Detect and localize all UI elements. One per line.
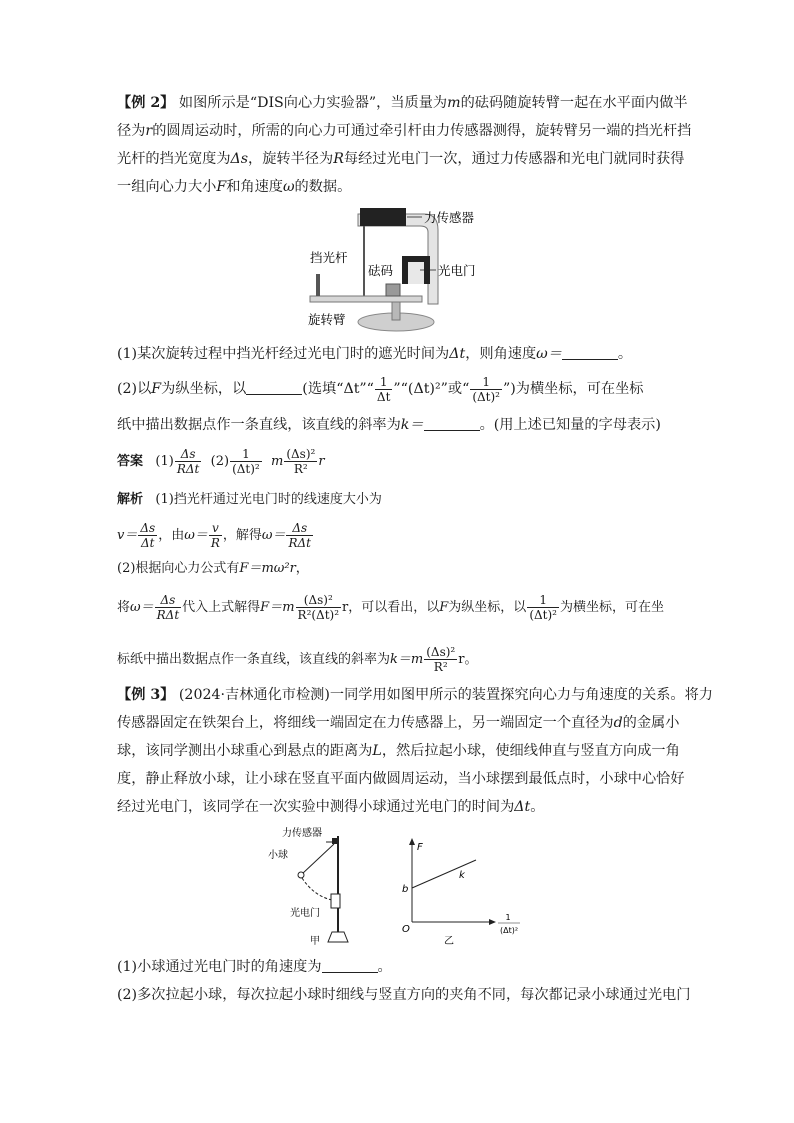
ex2-tag: 【例 2】	[117, 95, 175, 111]
rotating-arm	[310, 296, 422, 302]
ex3-line-5: 经过光电门，该同学在一次实验中测得小球通过光电门的时间为Δt。	[117, 799, 545, 815]
pendulum-ball	[298, 872, 304, 878]
label-force-sensor: 力传感器	[424, 210, 475, 225]
label-weight: 砝码	[368, 263, 394, 278]
ex2-solution-line-2: v＝ $\frac{\Delta s}{\Delta t}$ ，由ω＝ $\frac{v}{R}$ ，解得ω＝ $\frac{\Delta s}{\text{RΔt}}$	[117, 521, 312, 550]
dis-apparatus-figure	[296, 200, 496, 340]
label-force-sensor-jia: 力传感器	[282, 828, 322, 839]
answer-blank-2	[246, 380, 302, 395]
ex2-line-4: 一组向心力大小F和角速度ω的数据。	[117, 179, 352, 195]
fraction-1-over-dt: $\frac{1}{\Delta t}$	[376, 374, 391, 404]
label-arm: 旋转臂	[308, 312, 346, 327]
weight-block	[386, 284, 400, 296]
apparatus-stem	[392, 300, 400, 320]
ex2-question-1: (1)某次旋转过程中挡光杆经过光电门时的遮光时间为Δt，则角速度ω＝ 。	[117, 346, 633, 362]
figure-jia-pendulum	[262, 824, 372, 952]
pendulum-string	[302, 844, 334, 874]
ex2-question-2-line-1: (2)以F为纵坐标，以 (选填“Δt”“ $\frac{1}{\Delta t}$ ”“(Δt)²”或“ $\frac{1}{\text{(Δt)²}}$ ”)为横坐标，可在坐标	[117, 374, 644, 404]
y-axis-label: F	[417, 842, 423, 853]
ex2-line-1: 【例 2】 如图所示是“DIS向心力实验器”，当质量为m的砝码随旋转臂一起在水平面内做半	[117, 95, 688, 111]
ex2-answer: 答案 (1) $\frac{\Delta s}{\text{RΔt}}$ (2) $\frac{1}{\text{(Δt)²}}$ m $\frac{\text{(Δs)²}}{\text{R²}}$ r	[117, 447, 325, 476]
ex2-solution-line-4: 将ω＝ $\frac{\Delta s}{\text{RΔt}}$ 代入上式解得F＝m $\frac{\text{(Δs)²}}{\text{R²(Δt)²}}$ r，可以看出，以F为纵坐标，以 $\frac{1}{\text{(Δt)²}}$ 为横坐标，可在坐	[117, 593, 664, 622]
stand-base	[328, 932, 348, 942]
x-axis-label-den: (Δt)²	[499, 926, 519, 935]
ex3-tag: 【例 3】	[117, 687, 175, 703]
ex3-line-3: 球，该同学测出小球重心到悬点的距离为L，然后拉起小球，使细线伸直与竖直方向成一角	[117, 743, 680, 759]
label-rod: 挡光杆	[310, 250, 348, 265]
intercept-label: b	[402, 884, 409, 895]
ex3-line-2: 传感器固定在铁架台上，将细线一端固定在力传感器上，另一端固定一个直径为d的金属小	[117, 715, 680, 731]
fraction-1-over-dt2: $\frac{1}{\text{(Δt)²}}$	[472, 374, 500, 404]
answer-blank-3	[424, 416, 480, 431]
fit-line	[412, 860, 476, 888]
photogate-jia	[331, 894, 340, 908]
x-axis-label-num: 1	[505, 913, 511, 922]
light-blocking-rod	[316, 274, 320, 296]
label-ball: 小球	[268, 850, 288, 861]
caption-yi: 乙	[444, 936, 454, 947]
ex3-question-1: (1)小球通过光电门时的角速度为 。	[117, 959, 392, 975]
ex2-solution-line-1: 解析 (1)挡光杆通过光电门时的线速度大小为	[117, 492, 382, 507]
force-sensor-body	[360, 208, 406, 226]
label-gate-jia: 光电门	[290, 908, 320, 919]
ex2-line-3: 光杆的挡光宽度为Δs，旋转半径为R每经过光电门一次，通过力传感器和光电门就同时获得	[117, 151, 685, 167]
caption-jia: 甲	[310, 936, 320, 947]
ex2-line-2: 径为r的圆周运动时，所需的向心力可通过牵引杆由力传感器测得，旋转臂另一端的挡光杆挡	[117, 123, 692, 139]
slope-label: k	[459, 870, 465, 881]
ex3-line-4: 度，静止释放小球，让小球在竖直平面内做圆周运动，当小球摆到最低点时，小球中心恰好	[117, 771, 685, 787]
swing-path	[302, 878, 332, 900]
answer-blank-1	[562, 345, 618, 360]
figure-yi-graph	[396, 836, 536, 948]
force-sensor-box	[332, 838, 338, 844]
ex2-question-2-line-2: 纸中描出数据点作一条直线，该直线的斜率为k＝ 。(用上述已知量的字母表示)	[117, 417, 661, 433]
answer-blank-4	[322, 958, 378, 973]
ex2-solution-line-3: (2)根据向心力公式有F＝mω²r，	[117, 561, 309, 576]
ex3-line-1: 【例 3】 (2024·吉林通化市检测)一同学用如图甲所示的装置探究向心力与角速度的关系。将力	[117, 687, 713, 703]
origin-label: O	[402, 924, 410, 935]
label-photogate: 光电门	[438, 263, 476, 278]
ex2-solution-line-5: 标纸中描出数据点作一条直线，该直线的斜率为k＝m $\frac{\text{(Δs)²}}{\text{R²}}$ r。	[117, 645, 478, 674]
ex3-question-2: (2)多次拉起小球，每次拉起小球时细线与竖直方向的夹角不同，每次都记录小球通过光电门	[117, 987, 691, 1003]
